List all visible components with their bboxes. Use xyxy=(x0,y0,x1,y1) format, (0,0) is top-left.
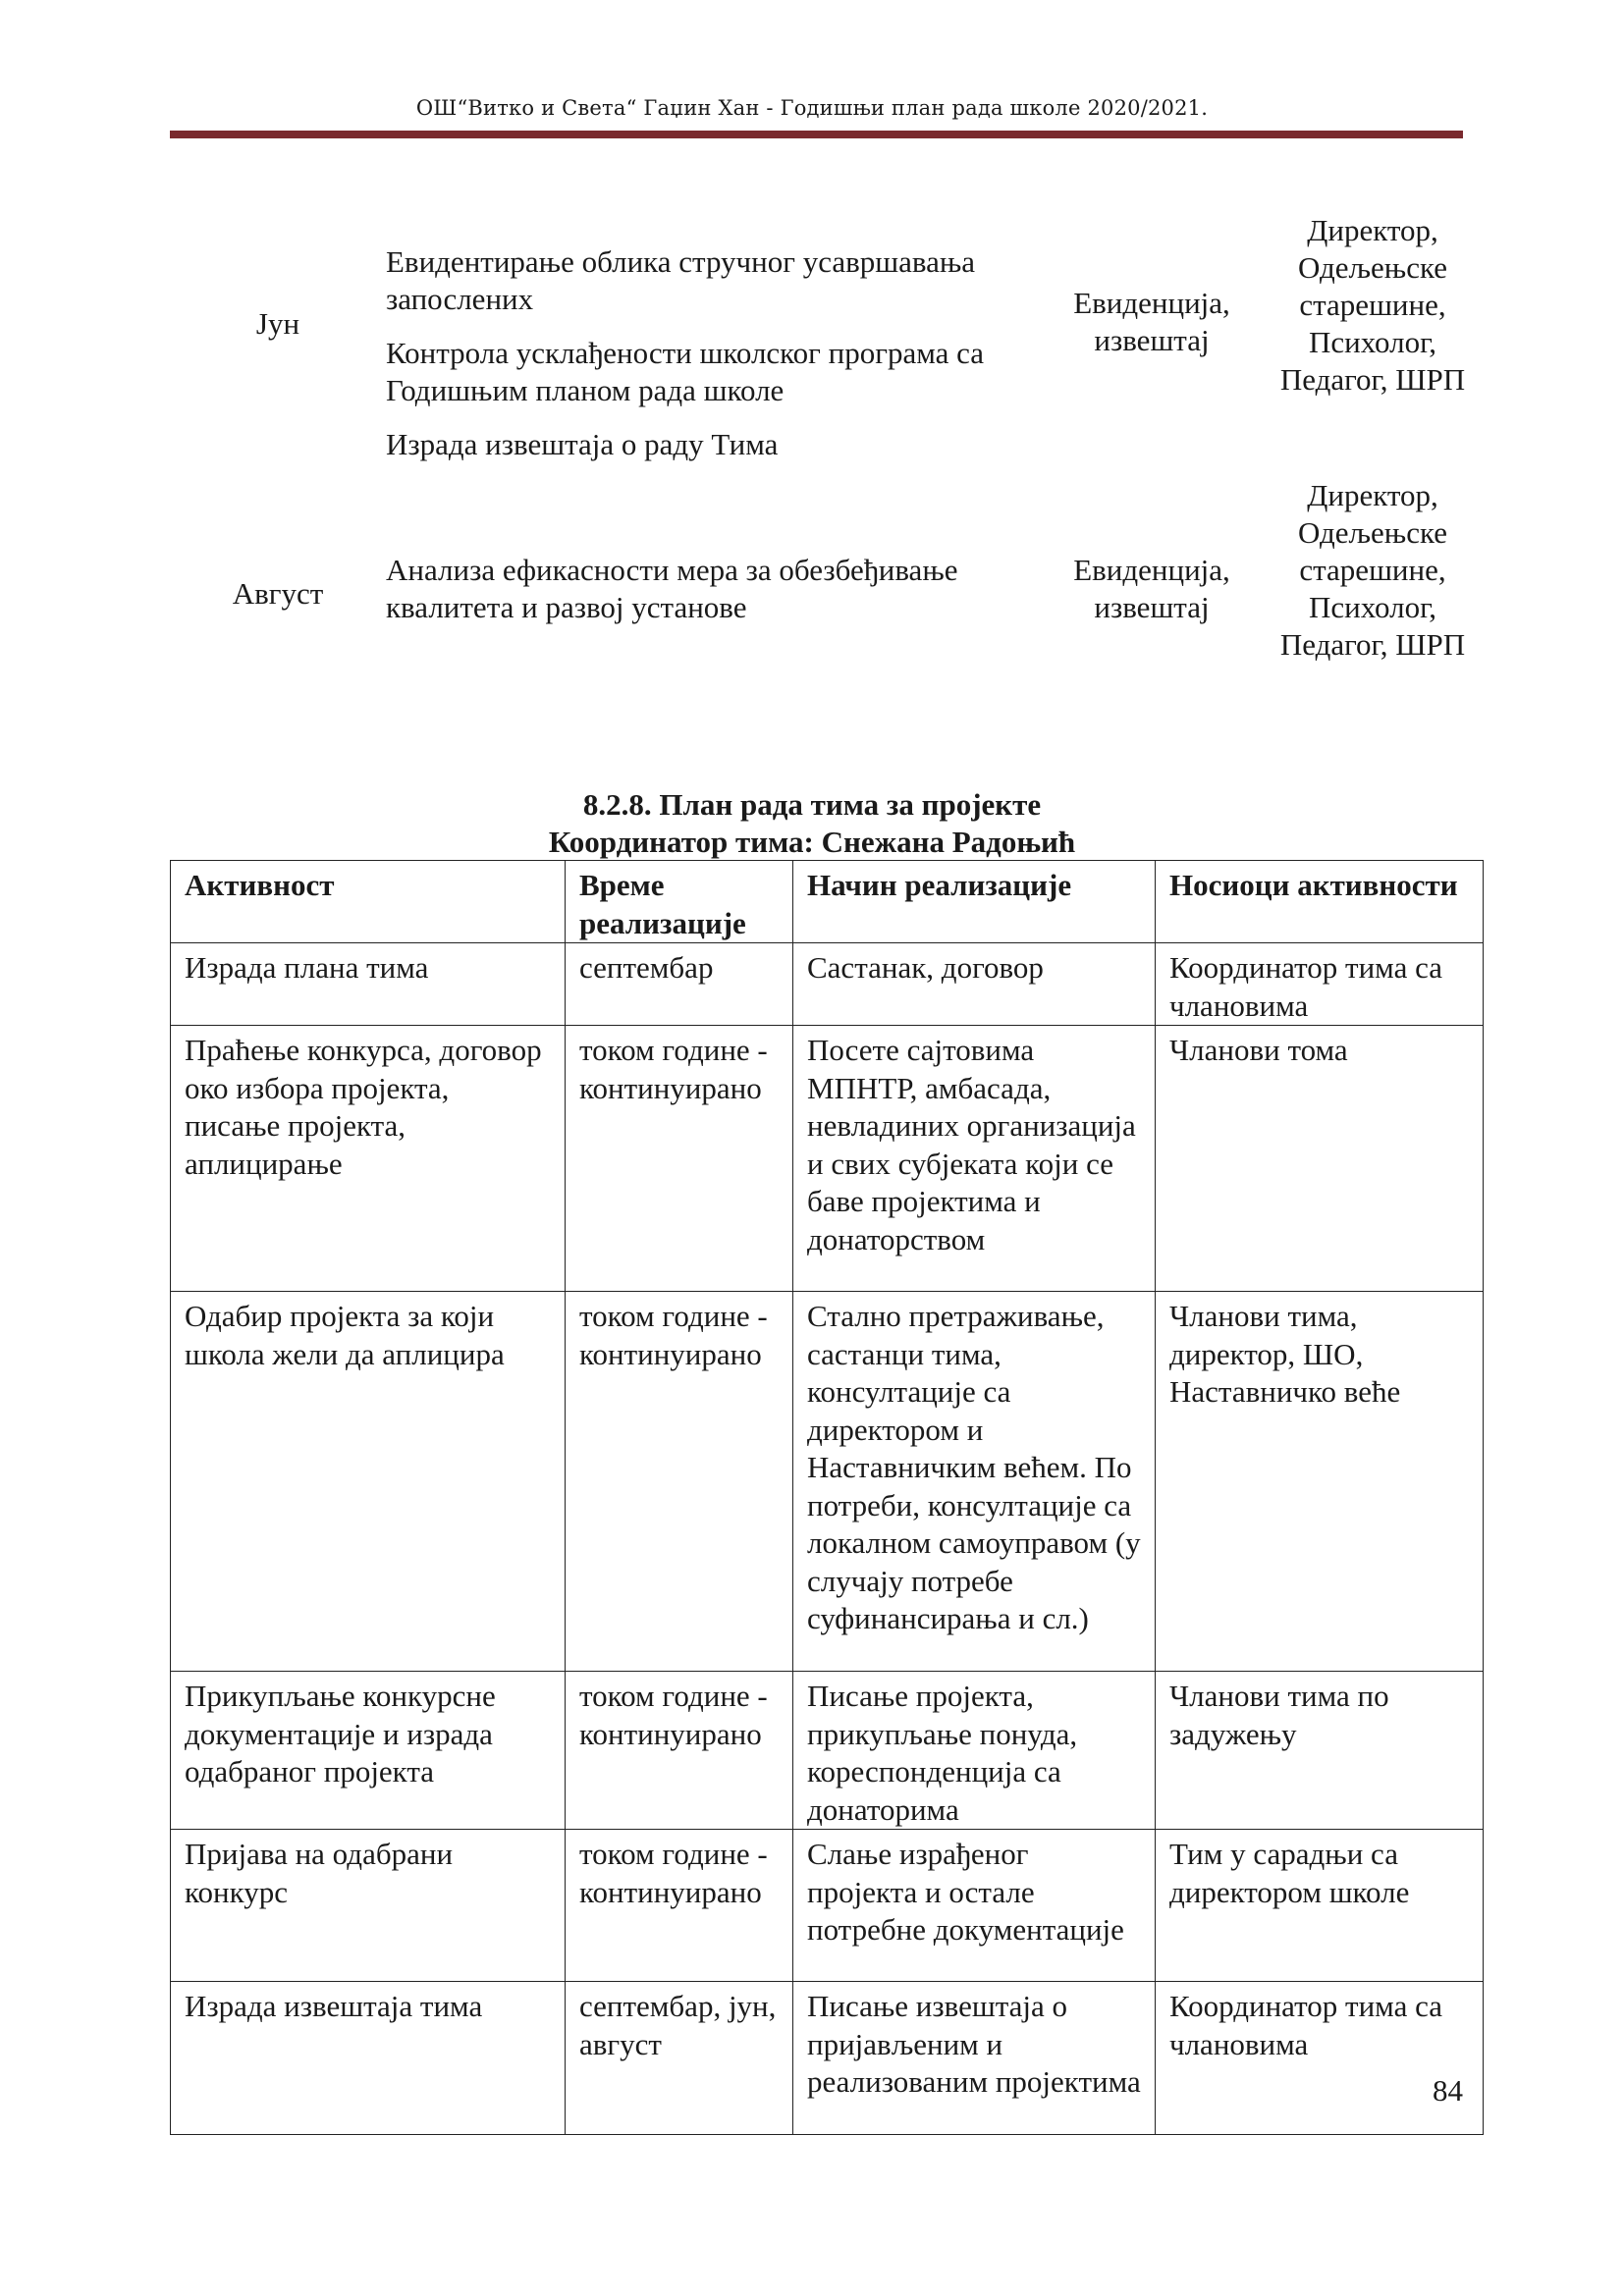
cell-activity: Праћење конкурса, договор око избора пројекта, писање пројекта, аплицирање xyxy=(171,1026,566,1292)
header-method: Начин реализације xyxy=(793,861,1156,943)
schedule-row-avgust xyxy=(170,473,1486,709)
cell-activity: Одабир пројекта за који школа жели да аплицира xyxy=(171,1292,566,1672)
table-row xyxy=(171,1672,1484,1830)
header-activity: Активност xyxy=(171,861,566,943)
schedule-carriers: Директор, Одељењске старешине, Психолог, Педагог, ШРП xyxy=(1279,478,1466,662)
schedule-row-jun xyxy=(170,208,1486,461)
cell-time: током године - континуирано xyxy=(566,1292,793,1672)
table-row xyxy=(171,1982,1484,2135)
cell-time: током године - континуирано xyxy=(566,1672,793,1830)
cell-method: Стално претраживање, састанци тима, консултације са директором и Наставничким већем. По потреби, консултације са локалном самоуправом (у случају потребе суфинансирања и сл.) xyxy=(793,1292,1156,1672)
table-row xyxy=(171,943,1484,1026)
schedule-activities xyxy=(386,552,1054,643)
table-row xyxy=(171,1292,1484,1672)
cell-time: током године - континуирано xyxy=(566,1026,793,1292)
cell-time: септембар, јун, август xyxy=(566,1982,793,2135)
schedule-activity: Евидентирање облика стручног усавршавања запослених xyxy=(386,244,976,316)
cell-method: Састанак, договор xyxy=(793,943,1156,1026)
cell-carriers: Чланови тима по задужењу xyxy=(1156,1672,1484,1830)
table-row xyxy=(171,1830,1484,1982)
cell-carriers: Координатор тима са члановима xyxy=(1156,943,1484,1026)
cell-method: Писање пројекта, прикупљање понуда, кореспонденција са донаторима xyxy=(793,1672,1156,1830)
schedule-activity: Израда извештаја о раду Тима xyxy=(386,427,779,461)
section-title: 8.2.8. План рада тима за пројекте xyxy=(582,787,1042,822)
header-time: Време реализације xyxy=(566,861,793,943)
cell-time: септембар xyxy=(566,943,793,1026)
schedule-month: Август xyxy=(232,576,324,611)
cell-method: Посете сајтовима МПНТР, амбасада, невладиних организација и свих субјеката који се баве пројектима и донаторством xyxy=(793,1026,1156,1292)
header-rule xyxy=(170,131,1463,138)
schedule-activities xyxy=(386,243,1054,480)
schedule-method: Евиденција, извештај xyxy=(1073,286,1230,357)
cell-carriers: Чланови тома xyxy=(1156,1026,1484,1292)
cell-activity: Израда плана тима xyxy=(171,943,566,1026)
project-team-table xyxy=(170,860,1484,2135)
cell-activity: Пријава на одабрани конкурс xyxy=(171,1830,566,1982)
table-row xyxy=(171,1026,1484,1292)
cell-carriers: Координатор тима са члановима xyxy=(1156,1982,1484,2135)
schedule-activity: Контрола усклађености школског програма са Годишњим планом рада школе xyxy=(386,336,985,407)
cell-method: Слање израђеног пројекта и остале потребне документације xyxy=(793,1830,1156,1982)
schedule-activity: Анализа ефикасности мера за обезбеђивање квалитета и развој установе xyxy=(386,553,958,624)
header-carriers: Носиоци активности xyxy=(1156,861,1484,943)
table-header-row xyxy=(171,861,1484,943)
schedule-month: Јун xyxy=(255,306,300,341)
cell-time: током године - континуирано xyxy=(566,1830,793,1982)
cell-carriers: Чланови тима, директор, ШО, Наставничко веће xyxy=(1156,1292,1484,1672)
cell-activity: Прикупљање конкурсне документације и израда одабраног пројекта xyxy=(171,1672,566,1830)
cell-carriers: Тим у сарадњи са директором школе xyxy=(1156,1830,1484,1982)
page-header: ОШ“Витко и Света“ Гаџин Хан - Годишњи план рада школе 2020/2021. xyxy=(415,96,1209,120)
schedule-method: Евиденција, извештај xyxy=(1073,553,1230,624)
cell-activity: Израда извештаја тима xyxy=(171,1982,566,2135)
schedule-carriers: Директор, Одељењске старешине, Психолог, Педагог, ШРП xyxy=(1279,213,1466,397)
section-coordinator: Координатор тима: Снежана Радоњић xyxy=(548,825,1076,859)
page-number: 84 xyxy=(1433,2073,1463,2108)
cell-method: Писање извештаја о пријављеним и реализованим пројектима xyxy=(793,1982,1156,2135)
